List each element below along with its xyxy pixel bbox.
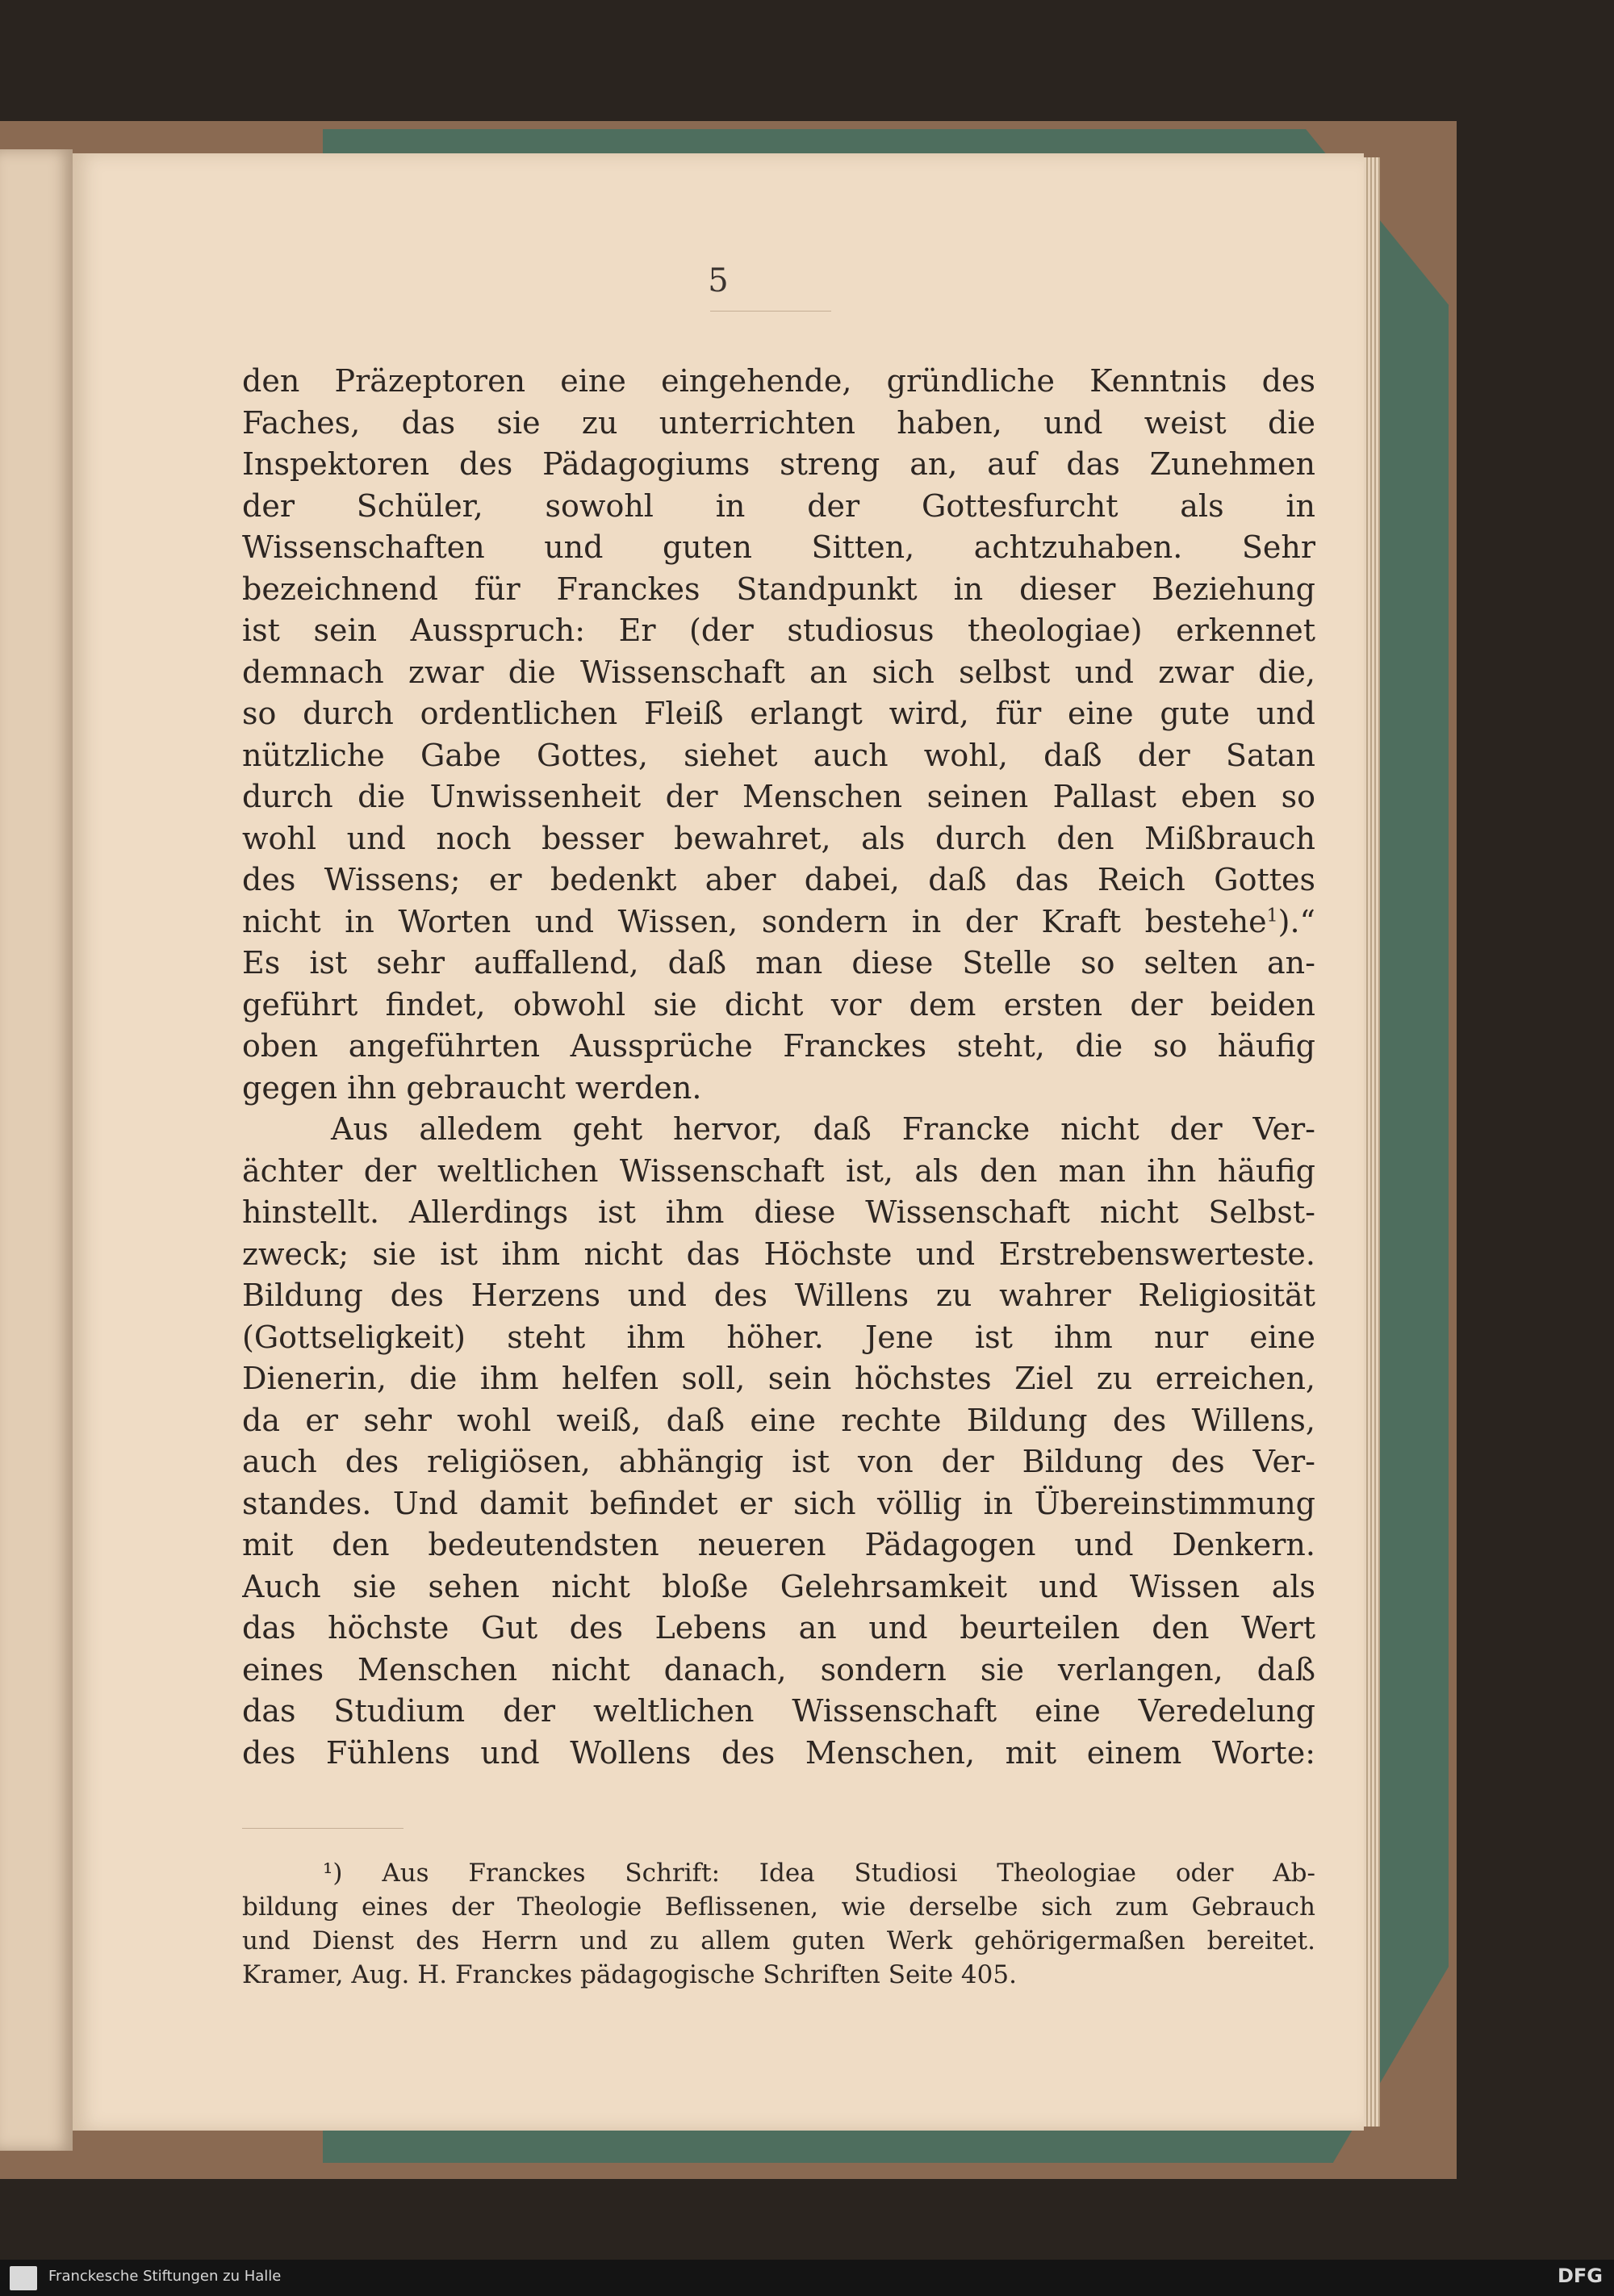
footnote-line: bildung eines der Theologie Beflissenen, wie derselbe sich zum Gebrauch [242,1892,1315,1922]
text-line: hinstellt. Allerdings ist ihm diese Wissenschaft nicht Selbst- [242,1194,1315,1230]
footnote-marker: 1 [1266,905,1278,926]
footnote-rule [242,1828,404,1829]
text-line: ist sein Ausspruch: Er (der studiosus theologiae) erkennet [242,613,1315,648]
footnote-line: ¹) Aus Franckes Schrift: Idea Studiosi Theologiae oder Ab- [323,1859,1315,1888]
text-line: wohl und noch besser bewahret, als durch den Mißbrauch [242,820,1315,856]
text-line: nützliche Gabe Gottes, siehet auch wohl, daß der Satan [242,737,1315,773]
text-line: des Fühlens und Wollens des Menschen, mit einem Worte: [242,1734,1315,1771]
text-line: standes. Und damit befindet er sich völlig in Übereinstimmung [242,1485,1315,1521]
text-line: Faches, das sie zu unterrichten haben, und weist die [242,404,1315,441]
book-page [73,153,1364,2131]
text-line: ächter der weltlichen Wissenschaft ist, als den man ihn häufig [242,1152,1315,1189]
text-line: Wissenschaften und guten Sitten, achtzuhaben. Sehr [242,529,1315,565]
text-line: Bildung des Herzens und des Willens zu wahrer Religiosität [242,1278,1315,1313]
text-line: so durch ordentlichen Fleiß erlangt wird, für eine gute und [242,696,1315,731]
text-line: das höchste Gut des Lebens an und beurteilen den Wert [242,1610,1315,1646]
footnote [242,1856,1315,1992]
text-line: Inspektoren des Pädagogiums streng an, auf das Zunehmen [242,446,1315,482]
dfg-logo: DFG [1557,2265,1603,2287]
page-number-rule [710,311,831,312]
text-line: mit den bedeutendsten neueren Pädagogen und Denkern. [242,1527,1315,1562]
text-line: den Präzeptoren eine eingehende, gründliche Kenntnis des [242,363,1315,399]
text-line: zweck; sie ist ihm nicht das Höchste und Erstrebenswerteste. [242,1236,1315,1272]
text-line-with-footnote-ref [242,901,1315,943]
text-line: demnach zwar die Wissenschaft an sich selbst und zwar die, [242,654,1315,690]
viewer-footer [0,2260,1614,2296]
text-line: Es ist sehr auffallend, daß man diese Stelle so selten an- [242,945,1315,981]
text-line: bezeichnend für Franckes Standpunkt in dieser Beziehung [242,571,1315,607]
body-text [242,361,1315,1774]
text-line: geführt findet, obwohl sie dicht vor dem ersten der beiden [242,986,1315,1023]
institution-logo-icon [10,2266,37,2290]
text-line: gegen ihn gebraucht werden. [242,1069,702,1106]
text-line-content: nicht in Worten und Wissen, sondern in der Kraft bestehe [242,903,1267,939]
text-line: eines Menschen nicht danach, sondern sie verlangen, daß [242,1651,1315,1687]
footnote-ref-tail: ).“ [1277,903,1315,939]
text-line: Aus alledem geht hervor, daß Francke nicht der Ver- [331,1111,1315,1147]
text-line: (Gottseligkeit) steht ihm höher. Jene ist ihm nur eine [242,1319,1315,1355]
footnote-line: und Dienst des Herrn und zu allem guten Werk gehörigermaßen bereitet. [242,1926,1315,1955]
text-line: der Schüler, sowohl in der Gottesfurcht als in [242,487,1315,524]
left-facing-page [0,149,73,2151]
text-line: da er sehr wohl weiß, daß eine rechte Bildung des Willens, [242,1402,1315,1438]
text-line: das Studium der weltlichen Wissenschaft eine Veredelung [242,1693,1315,1729]
institution-name: Franckesche Stiftungen zu Halle [48,2268,282,2285]
text-line: auch des religiösen, abhängig ist von der Bildung des Ver- [242,1444,1315,1479]
page-number: 5 [708,262,729,299]
text-line: Auch sie sehen nicht bloße Gelehrsamkeit und Wissen als [242,1568,1315,1604]
text-line: oben angeführten Aussprüche Franckes steht, die so häufig [242,1028,1315,1064]
footnote-line: Kramer, Aug. H. Franckes pädagogische Schriften Seite 405. [242,1960,1017,1989]
text-line: Dienerin, die ihm helfen soll, sein höchstes Ziel zu erreichen, [242,1361,1315,1396]
text-line: durch die Unwissenheit der Menschen seinen Pallast eben so [242,779,1315,814]
text-line: des Wissens; er bedenkt aber dabei, daß das Reich Gottes [242,862,1315,897]
